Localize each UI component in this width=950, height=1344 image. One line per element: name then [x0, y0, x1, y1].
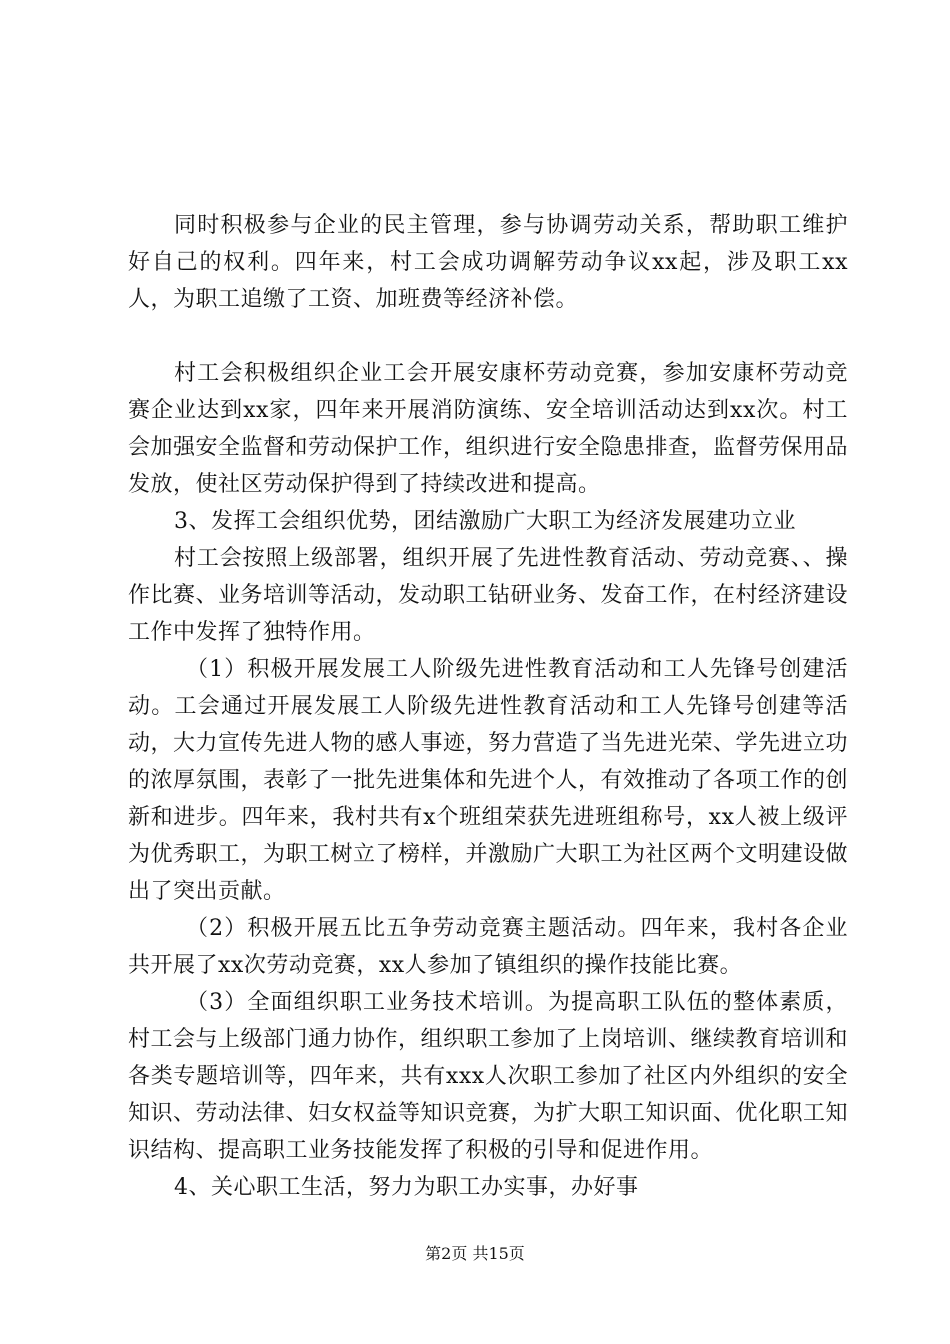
section-heading-3: 3、发挥工会组织优势，团结激励广大职工为经济发展建功立业: [174, 509, 796, 534]
paragraph-item-1: （1）积极开展发展工人阶级先进性教育活动和工人先锋号创建活动。工会通过开展发展工人阶级先进性教育活动和工人先锋号创建等活动，大力宣传先进人物的感人事迹，努力营造了当先进光荣、学先进立功的浓厚氛围，表彰了一批先进集体和先进个人，有效推动了各项工作的创新和进步。四年来，我村共有x个班组荣获先进班组称号，xx人被上级评为优秀职工，为职工树立了榜样，并激励广大职工为社区两个文明建设做出了突出贡献。: [128, 657, 849, 904]
paragraph-ankang-cup-competition: 村工会积极组织企业工会开展安康杯劳动竞赛，参加安康杯劳动竞赛企业达到xx家，四年来开展消防演练、安全培训活动达到xx次。村工会加强安全监督和劳动保护工作，组织进行安全隐患排查，监督劳保用品发放，使社区劳动保护得到了持续改进和提高。: [128, 361, 849, 497]
paragraph-item-3: （3）全面组织职工业务技术培训。为提高职工队伍的整体素质，村工会与上级部门通力协作，组织职工参加了上岗培训、继续教育培训和各类专题培训等，四年来，共有xxx人次职工参加了社区内外组织的安全知识、劳动法律、妇女权益等知识竞赛，为扩大职工知识面、优化职工知识结构、提高职工业务技能发挥了积极的引导和促进作用。: [128, 990, 849, 1163]
paragraph-item-2: （2）积极开展五比五争劳动竞赛主题活动。四年来，我村各企业共开展了xx次劳动竞赛，xx人参加了镇组织的操作技能比赛。: [128, 916, 848, 978]
paragraph-section-3-intro: 村工会按照上级部署，组织开展了先进性教育活动、劳动竞赛、、操作比赛、业务培训等活动，发动职工钻研业务、发奋工作，在村经济建设工作中发挥了独特作用。: [128, 546, 849, 645]
document-body: [128, 207, 848, 1206]
section-heading-4: 4、关心职工生活，努力为职工办实事，办好事: [174, 1175, 639, 1200]
paragraph-democratic-management: 同时积极参与企业的民主管理，参与协调劳动关系，帮助职工维护好自己的权利。四年来，村工会成功调解劳动争议xx起，涉及职工xx人，为职工追缴了工资、加班费等经济补偿。: [128, 213, 848, 312]
page-number-footer: 第2页 共15页: [425, 1244, 525, 1263]
